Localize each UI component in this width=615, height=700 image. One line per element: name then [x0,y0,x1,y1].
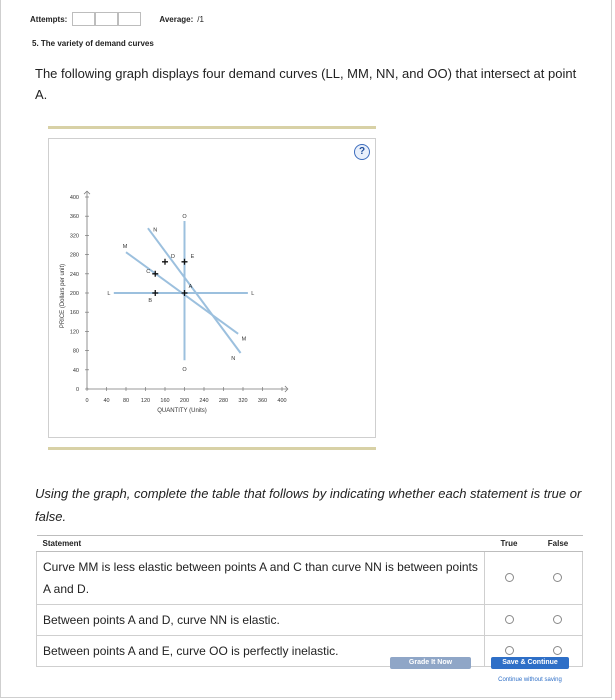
attempts-bar [30,10,204,28]
statement-text: Between points A and E, curve OO is perfectly inelastic. [37,636,485,667]
table-header-row [37,536,583,552]
curve-label: O [182,366,187,373]
save-continue-button[interactable]: Save & Continue [491,657,569,669]
point-marker-B [152,290,158,296]
average-value: /1 [197,14,204,24]
attempt-box-2 [95,12,118,26]
curve-label: N [153,227,158,234]
statement-table [36,535,583,667]
x-tick-label: 280 [218,398,229,404]
point-label-A: A [188,284,193,290]
help-icon[interactable]: ? [354,144,370,160]
curve-label: L [251,291,255,297]
x-tick-label: 160 [160,398,170,404]
x-tick-label: 0 [85,398,89,404]
true-cell [485,552,534,605]
false-radio[interactable] [553,646,562,655]
divider-bottom [48,447,376,450]
y-tick-label: 280 [69,252,79,259]
y-tick-label: 240 [69,271,79,278]
divider-top [48,126,376,129]
true-radio[interactable] [505,573,514,582]
point-label-C: C [146,268,151,275]
x-tick-label: 40 [103,398,110,404]
attempt-boxes [72,12,141,26]
y-tick-label: 40 [72,367,79,374]
x-tick-label: 80 [122,398,130,404]
graph-curves [114,221,248,360]
true-cell [485,605,534,636]
statement-text: Between points A and D, curve NN is elastic. [37,605,485,636]
true-header: True [485,536,534,552]
true-radio[interactable] [505,615,514,624]
question-intro: The following graph displays four demand curves (LL, MM, NN, and OO) that intersect at point A. [35,66,577,102]
x-tick-label: 400 [277,398,287,404]
point-label-E: E [190,253,195,260]
y-tick-label: 360 [69,214,79,221]
false-cell [534,552,583,605]
point-label-D: D [171,253,175,260]
x-tick-label: 120 [140,398,151,404]
average-label: Average: [159,14,194,24]
x-axis-label: QUANTITY (Units) [157,408,207,414]
attempts-label: Attempts: [30,14,68,24]
graph-axes [70,191,288,404]
table-row [37,605,583,636]
false-radio[interactable] [553,615,562,624]
true-radio[interactable] [505,646,514,655]
y-tick-label: 320 [69,233,79,240]
curve-label: O [182,214,187,221]
x-tick-label: 240 [199,398,209,404]
point-label-B: B [148,298,153,304]
y-tick-label: 0 [75,387,79,393]
question-title: 5. The variety of demand curves [32,39,154,48]
statement-text: Curve MM is less elastic between points A and C than curve NN is between points A and D. [37,552,485,605]
attempt-box-3 [118,12,141,26]
y-tick-label: 160 [69,310,79,317]
y-tick-label: 120 [69,329,79,336]
instructions: Using the graph, complete the table that follows by indicating whether each statement is true or false. [35,486,582,524]
y-tick-label: 80 [72,348,79,355]
point-marker-D [162,259,168,265]
grade-it-now-button[interactable]: Grade It Now [390,657,471,669]
curve-label: M [122,243,128,250]
y-tick-label: 400 [69,195,79,201]
false-header: False [534,536,583,552]
false-radio[interactable] [553,573,562,582]
curve-label: L [107,291,111,297]
curve-label: M [241,336,247,343]
continue-without-saving-link[interactable]: Continue without saving [498,677,562,683]
table-row [37,552,583,605]
x-tick-label: 360 [257,398,268,404]
x-tick-label: 200 [179,398,190,404]
false-cell [534,605,583,636]
y-axis-label: PRICE (Dollars per unit) [60,263,66,329]
statement-header: Statement [37,536,485,552]
curve-label: N [231,355,236,362]
attempt-box-1 [72,12,95,26]
curve-NN [148,228,241,353]
demand-graph [48,138,376,438]
y-tick-label: 200 [69,291,79,297]
point-marker-E [182,259,188,265]
x-tick-label: 320 [238,398,248,404]
